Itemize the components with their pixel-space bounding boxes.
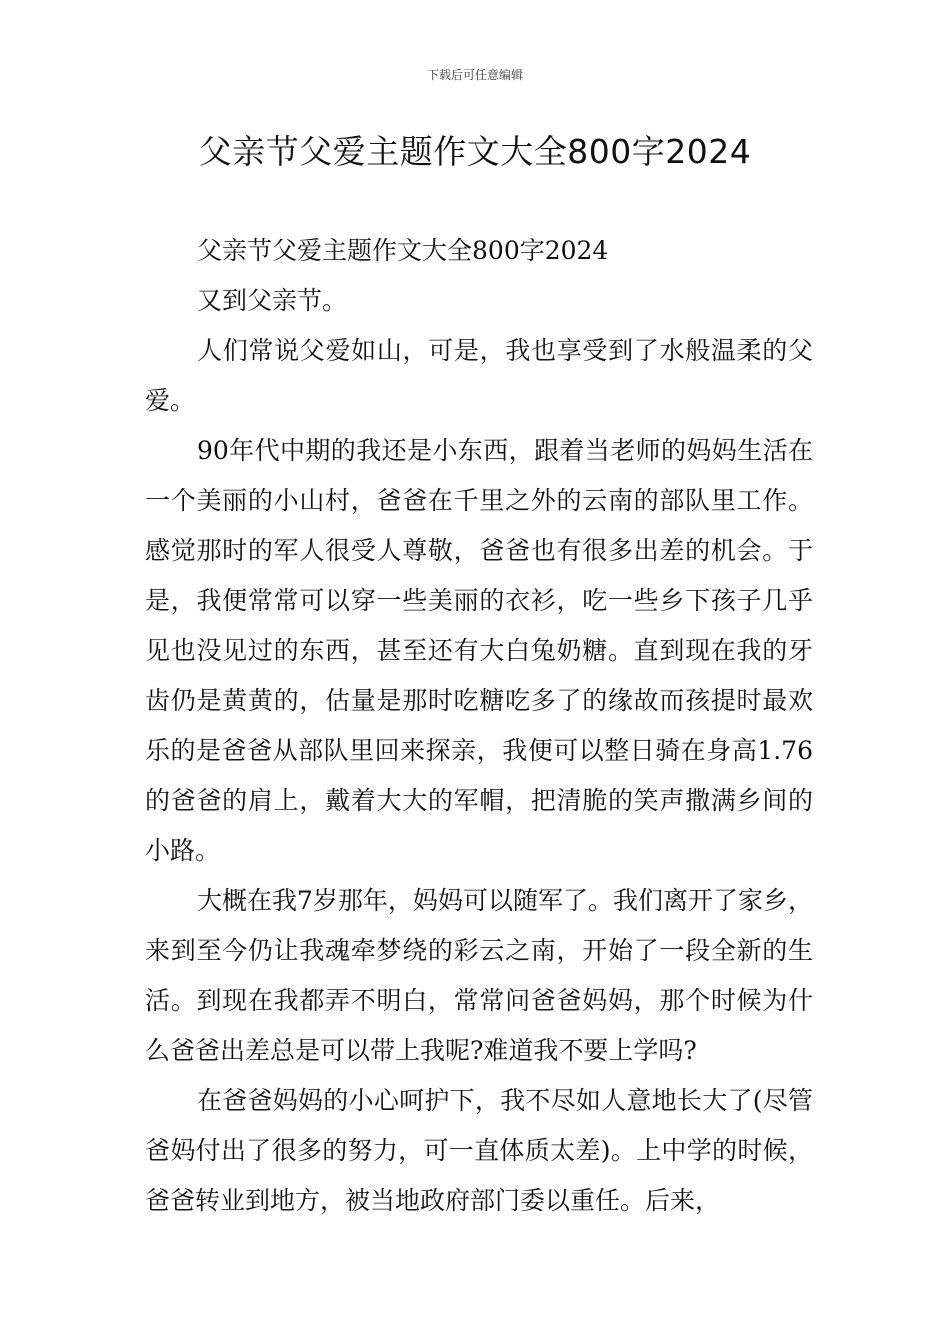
- paragraph-4: 大概在我7岁那年，妈妈可以随军了。我们离开了家乡，来到至今仍让我魂牵梦绕的彩云之南，开始了一段全新的生活。到现在我都弄不明白，常常问爸爸妈妈，那个时候为什么爸爸出差总是可以带上我呢?难道我不要上学吗?: [145, 886, 813, 1065]
- paragraph-5: 在爸爸妈妈的小心呵护下，我不尽如人意地长大了(尽管爸妈付出了很多的努力，可一直体质太差)。上中学的时候，爸爸转业到地方，被当地政府部门委以重任。后来，: [145, 1086, 813, 1215]
- paragraph-2: 人们常说父爱如山，可是，我也享受到了水般温柔的父爱。: [145, 336, 813, 415]
- document-title: 父亲节父爱主题作文大全800字2024: [198, 132, 752, 171]
- document-body: [145, 226, 813, 1226]
- paragraph-subtitle: 父亲节父爱主题作文大全800字2024: [197, 236, 609, 265]
- paragraph-1: 又到父亲节。: [197, 286, 348, 315]
- paragraph-3: 90年代中期的我还是小东西，跟着当老师的妈妈生活在一个美丽的小山村，爸爸在千里之外的云南的部队里工作。感觉那时的军人很受人尊敬，爸爸也有很多出差的机会。于是，我便常常可以穿一些美丽的衣衫，吃一些乡下孩子几乎见也没见过的东西，甚至还有大白兔奶糖。直到现在我的牙齿仍是黄黄的，估量是那时吃糖吃多了的缘故而孩提时最欢乐的是爸爸从部队里回来探亲，我便可以整日骑在身高1.76的爸爸的肩上，戴着大大的军帽，把清脆的笑声撒满乡间的小路。: [145, 436, 813, 865]
- page-header-note: 下载后可任意编辑: [426, 68, 523, 82]
